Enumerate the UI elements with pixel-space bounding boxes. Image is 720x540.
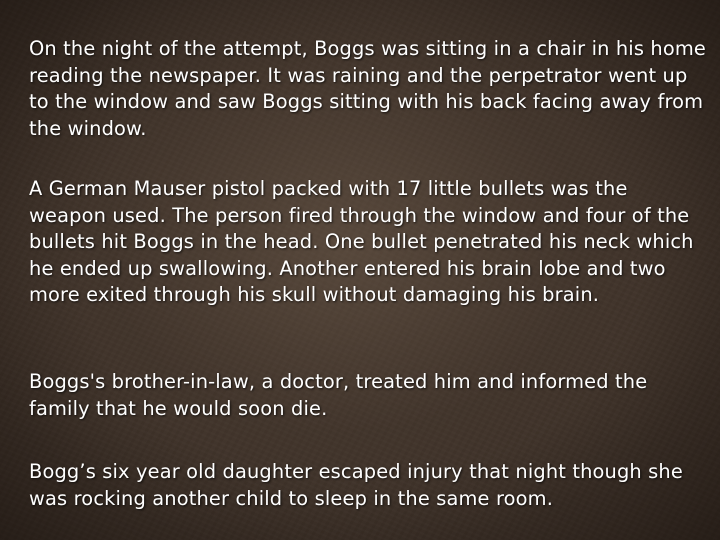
paragraph-weapon: A German Mauser pistol packed with 17 little bullets was the weapon used. The person fired through the window and four of the bullets hit Boggs in the head. One bullet penetrated his neck which he ended up swallowing. Another entered his brain lobe and two more exited through his skull without damaging his brain. (29, 177, 694, 306)
paragraph-attempt-night: On the night of the attempt, Boggs was sitting in a chair in his home reading the newspaper. It was raining and the perpetrator went up to the window and saw Boggs sitting with his back facing away from the window. (29, 37, 706, 140)
paragraph-daughter: Bogg’s six year old daughter escaped injury that night though she was rocking another child to sleep in the same room. (29, 460, 683, 510)
paragraph-doctor: Boggs's brother-in-law, a doctor, treated him and informed the family that he would soon die. (29, 370, 648, 420)
